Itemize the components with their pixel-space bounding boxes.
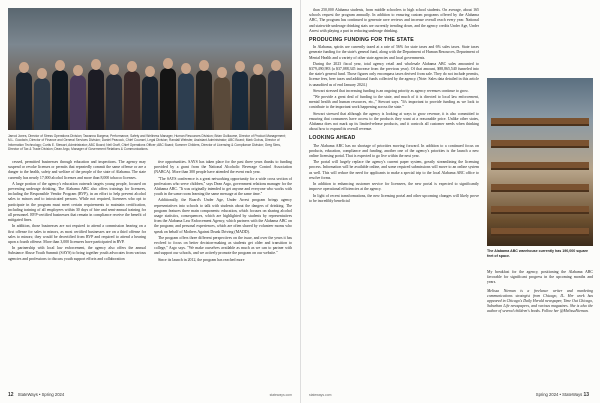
group-photo [8, 8, 292, 130]
author-bio: Melissa Nieman is a freelance writer and marketing communications strategist from Chicago, IL. Her work has appeared in Chicago's Daily Herald newspaper, Time Out Chicago, Suburban Life newspapers, and various magazines. She is also the author of several children's books. Follow her @MelissaNieman. [487, 288, 593, 314]
footer-url[interactable]: stateways.com [269, 393, 292, 397]
footer-left: 12 StateWays • Spring 2024 [8, 392, 65, 398]
paragraph: A large portion of the agency's education outreach targets young people, focused on preventing underage drinking. The Alabama ABC also offers trainings for licensees, including the Responsible Vendor Program (RVP), in an effort to help prevent alcohol sales to minors and to intoxicated persons. While not required, licensees who opt to participate in the program must meet certain requirements to maintain certification, including training of all employees within 30 days of hire and semi-annual training for all personnel. RVP-certified businesses that remain in compliance receive the benefit of mitigated fines. [8, 181, 146, 223]
right-footer [309, 391, 592, 399]
paragraph: Since its launch in 2012, the program has reached more [158, 257, 245, 262]
warehouse-caption: The Alabama ABC warehouse currently has 190,000 square feet of space. [487, 249, 588, 258]
footer-right: Spring 2024 • StateWays 13 [535, 392, 589, 398]
footer-url[interactable]: stateways.com [309, 393, 332, 397]
paragraph: tive opportunities. SAYS has taken place for the past three years thanks to funding provided by a grant from the National Alcoholic Beverage Control Association (NABCA). More than 300 people have attended the event each year. [154, 160, 292, 175]
paragraph: The portal will largely replace the agency's current paper system, greatly streamlining the licensing process. Information will be available online, and some required submissions will move to an online system as well. This will reduce the need for applicants to make a special trip to the local Alabama ABC office to resolve forms. [309, 160, 479, 180]
photo-caption: Jarrod Jones, Director of Stress Operations Division; Tawanna Burgess; Performance, Safety and Wellness Manager, Human Resources Division; Brian Guillaume, Director of Product Management; M.L. Goodwin, Director of Finance and General Services Division; Daniel Peacock, Chief Counsel, Legal Division; Randall Webster, Assistant Administrator; ABC Board; Mark Gobus, Director of Information Technology; Curtis E. Stewart, Administrator; ABC Board; Neil Graff, Chief Operations Officer; ABC Board; Summer Childers, Director of Licensing & Compliance Division; Greg Sims, Director of Tax & Trade Division; Dean Argo, Manager of Government Relations & Communications. [8, 134, 286, 152]
right-side-column [487, 8, 593, 385]
paragraph: In addition to enhancing customer service for licensees, the new portal is expected to significantly improve operational efficiencies at the agency. [309, 182, 479, 192]
left-footer [8, 391, 292, 399]
magazine-name: StateWays [562, 392, 583, 397]
paragraph: Stewart stressed that although the agency is looking at ways to grow revenue, it is also committed to ensuring that consumers have access to the products they want at a reasonable price. Unlike other states, Alabama does not mark up its limited-release products, and it controls all customer needs when thinking about how to expand its overall revenue. [309, 111, 479, 132]
paragraph: In light of recent transformations, the new licensing portal and other upcoming changes will likely prove to be incredibly beneficial [309, 193, 479, 203]
paragraph: The program offers three different perspectives on the issue, and over the years it has evolved to focus on better decision-making as students get older and transition to college," Argo says. "We make ourselves available as much as we can to partner with and support our schools, and we actively promote the program on our website." [154, 235, 292, 256]
paragraph: Additionally, the Board's Under Age, Under Arrest program brings agency representatives into schools to talk with students about the dangers of drinking. The program features three main components: education, which focuses on sharing alcohol usage statistics, consequences, which are highlighted by students by representatives from the Alabama Law Enforcement Agency, which partners with the Alabama ABC on the program; and personal experiences, which are often shared by volunteer moms who speak on behalf of Mothers Against Drunk Driving (MADD). [154, 198, 292, 234]
section-heading: PRODUCING FUNDING FOR THE STATE [309, 37, 414, 44]
left-column-1 [8, 160, 146, 385]
paragraph: In addition, those businesses are not required to attend a commission hearing on a first offense for sales to minors, as most certified businesses are on a third offense for sales to minors; they would be decertified from RVP and required to attend a hearing upon a fourth offense. More than 3,000 licensees have participated in RVP. [8, 224, 146, 245]
right-body-columns [309, 8, 593, 385]
issue-label: Spring 2024 [41, 392, 65, 397]
issue-label: Spring 2024 [535, 392, 559, 397]
left-column-2 [154, 160, 292, 385]
right-main-column [309, 8, 479, 385]
paragraph: "We provide a great deal of funding to the state, and much of it is directed to local law enforcement, mental health and human resources, etc.," Stewart says. "It's important to provide funding as we look to contribute to the important work happening across the state." [309, 95, 479, 110]
paragraph: In partnership with local law enforcement, the agency also offers the annual Substance Abuse Youth Summit (SAYS) to bring together youth advocates from various agencies and professions to discuss youth support efforts and collaboration [8, 246, 146, 261]
magazine-name: StateWays [17, 392, 38, 397]
paragraph: In Alabama, spirits are currently taxed at a rate of 56% for state taxes and 6% sales taxes. State taxes generate funding for the state's general fund, along with the Department of Human Resources, Department of Mental Health and a variety of other state agencies and local governments. [309, 45, 479, 60]
paragraph: "The SAYS conference is a great networking opportunity for a wide cross section of professions who serve children," says Dean Argo, government relations manager for the Alabama ABC. "It was originally intended to get anyone and everyone who works with youth in the same room learning the same message at the same time." [154, 176, 292, 197]
right-page [300, 0, 600, 403]
page-number: 13 [583, 392, 589, 398]
side-text [487, 270, 593, 315]
paragraph: cessed, permitted businesses through education and inspections. The agency may suspend or revoke licenses or permits that repeatedly commit the same offense or are a danger to the health, safety and welfare of the people of the state of Alabama. The state currently has nearly 17,000 alcohol licenses and more than 8,000 tobacco licenses. [8, 160, 146, 180]
group-photo-people [8, 50, 292, 130]
paragraph: During the 2023 fiscal year, total agency retail and wholesale Alabama ABC sales amounted to $379,490,983 (a $37,088,345 increase from the previous year). Of that amount, $88,865,540 funneled into the state's general fund. Those figures only encompass taxes derived from sale. They do not include permits, license fees, beer taxes and additional funds collected by the agency. (Note: Sales data detailed in this article is unaudited as of end January 2024.) [309, 61, 479, 87]
paragraph: than 250,000 Alabama students, from middle schoolers to high school students. On average, about 165 schools request the program annually. In addition to ensuring custom programs offered by the Alabama ABC, The program has continued to generate rave reviews and increase overall reach every year. National and statewide underage drinking stats are currently trending down, and the agency credits Under Age, Under Arrest with playing a part in reducing underage drinking. [309, 8, 479, 33]
page-number: 12 [8, 392, 14, 398]
left-body-columns [8, 160, 292, 385]
section-heading: LOOKING AHEAD [309, 135, 356, 142]
paragraph: Stewart stressed that increasing funding is an ongoing priority as agency revenues continue to grow. [313, 88, 469, 93]
paragraph: My breakfast for the agency, positioning the Alabama ABC favorable for significant progress in the upcoming months and years. [487, 270, 593, 285]
paragraph: The Alabama ABC has no shortage of priorities moving forward. In addition to a continued focus on products, education, compliance and funding, another one of the agency's priorities is the launch a new online licensing portal. That is expected to go live within the next year. [309, 143, 479, 159]
warehouse-photo [487, 78, 593, 246]
